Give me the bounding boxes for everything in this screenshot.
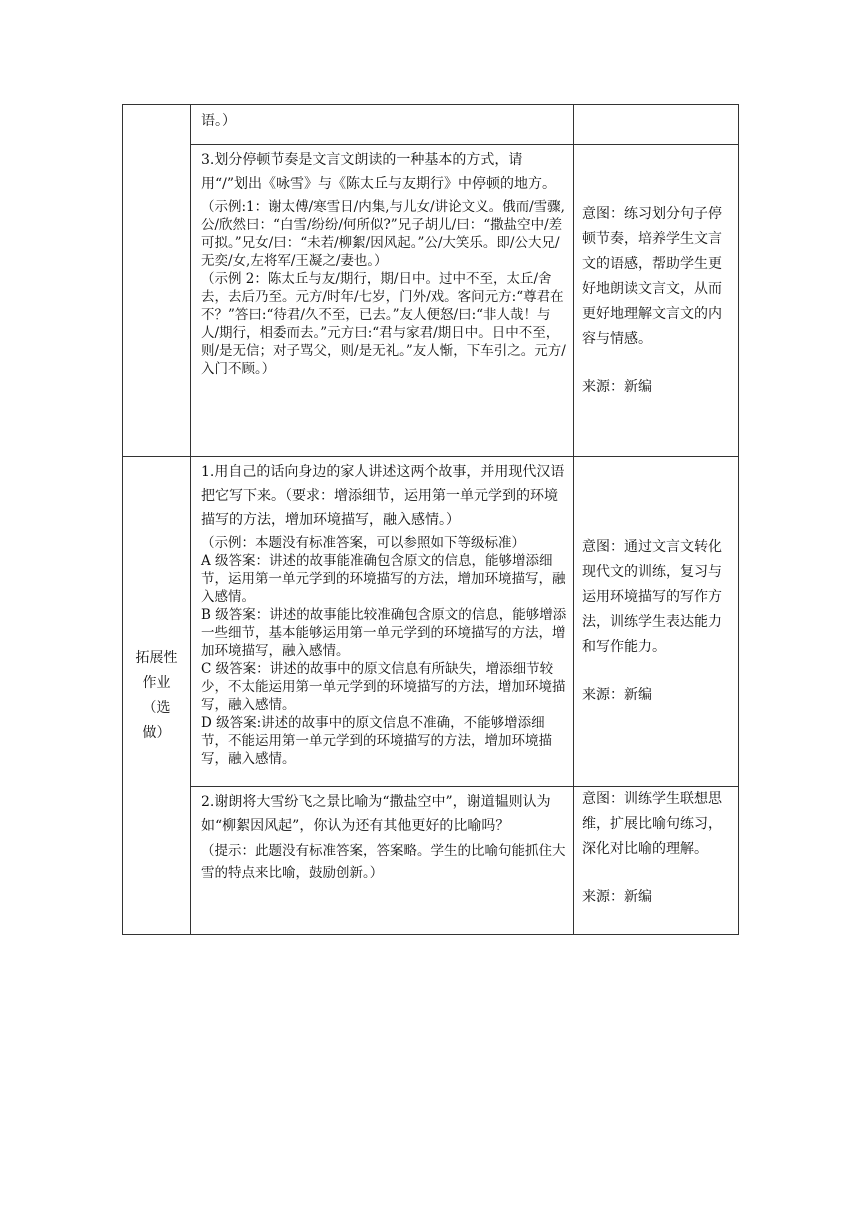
hint-text: （提示：此题没有标准答案，答案略。学生的比喻句能抓住大雪的特点来比喻，鼓励创新。） (201, 843, 566, 881)
content-cell (191, 145, 574, 457)
intent-text: 意图：练习划分句子停顿节奏，培养学生文言文的语感，帮助学生更好地朗读文言文，从而更好地理解文言文的内容与情感。 (582, 205, 722, 347)
content-cell (191, 787, 574, 935)
question-1: 1.用自己的话向身边的家人讲述这两个故事，并用现代汉语把它写下来。（要求：增添细节，运用第一单元学到的环境描写的方法，增加环境描写，融入感情。） (201, 464, 565, 528)
section-label: 做） (142, 724, 171, 741)
section-label-cell (123, 457, 191, 935)
grade-d: D 级答案:讲述的故事中的原文信息不准确，不能够增添细节，不能运用第一单元学到的环境描写的方法，增加环境描写，融入感情。 (201, 715, 552, 767)
intent-cell (574, 457, 739, 787)
content-cell (191, 105, 574, 145)
source-text: 来源：新编 (582, 687, 652, 703)
intent-text: 意图：通过文言文转化现代文的训练，复习与运用环境描写的写作方法，训练学生表达能力和写作能力。 (582, 539, 722, 655)
intent-cell (574, 787, 739, 935)
grade-a: A 级答案：讲述的故事能准确包含原文的信息，能够增添细节，运用第一单元学到的环境描写的方法，增加环境描写，融入感情。 (201, 553, 566, 605)
table-row (123, 457, 739, 787)
section-label: 作业 (142, 674, 171, 691)
intent-text: 意图：训练学生联想思维，扩展比喻句练习，深化对比喻的理解。 (582, 791, 722, 857)
section-label-cell (123, 105, 191, 457)
table-row (123, 105, 739, 145)
table-row (123, 145, 739, 457)
question-3: 3.划分停顿节奏是文言文朗读的一种基本的方式，请用“/”划出《咏雪》与《陈太丘与友期行》中停顿的地方。 (201, 152, 557, 192)
section-label: 拓展性 (135, 649, 178, 666)
example-2: （示例 2：陈太丘与友/期行，期/日中。过中不至，太丘/舍去，去后乃至。元方/时年/七岁，门外/戏。客问元方:“尊君在不？”答曰:“待君/久不至，已去。”友人便怒/曰:“非人哉！与人/期行，相委而去。”元方曰:“君与家君/期日中。日中不至，则/是无信；对子骂父，则/是无礼。”友人惭，下车引之。元方/入门不顾。） (201, 271, 566, 377)
continued-text: 语。） (201, 113, 236, 129)
source-text: 来源：新编 (582, 378, 652, 395)
intent-cell (574, 145, 739, 457)
homework-table (122, 104, 739, 935)
source-text: 来源：新编 (582, 889, 652, 905)
section-label: （选 (142, 699, 171, 716)
grade-c: C 级答案：讲述的故事中的原文信息有所缺失，增添细节较少，不太能运用第一单元学到的环境描写的方法，增加环境描写，融入感情。 (201, 661, 566, 713)
question-2: 2.谢朗将大雪纷飞之景比喻为“撒盐空中”，谢道韫则认为如“柳絮因风起”，你认为还有其他更好的比喻吗？ (201, 794, 551, 834)
example-1: （示例:1：谢太傅/寒雪日/内集,与儿女/讲论文义。俄而/雪骤,公/欣然曰：“白雪/纷纷/何所似?”兄子胡儿/曰：“撒盐空中/差可拟。”兄女/曰：“未若/柳絮/因风起。”公/大笑乐。即/公大兄/无奕/女,左将军/王凝之/妻也。） (201, 199, 565, 269)
grade-b: B 级答案：讲述的故事能比较准确包含原文的信息，能够增添一些细节，基本能够运用第一单元学到的环境描写的方法，增加环境描写，融入感情。 (201, 607, 567, 659)
example-note: （示例：本题没有标准答案，可以参照如下等级标准） (201, 535, 525, 551)
content-cell (191, 457, 574, 787)
intent-cell (574, 105, 739, 145)
table-row (123, 787, 739, 935)
